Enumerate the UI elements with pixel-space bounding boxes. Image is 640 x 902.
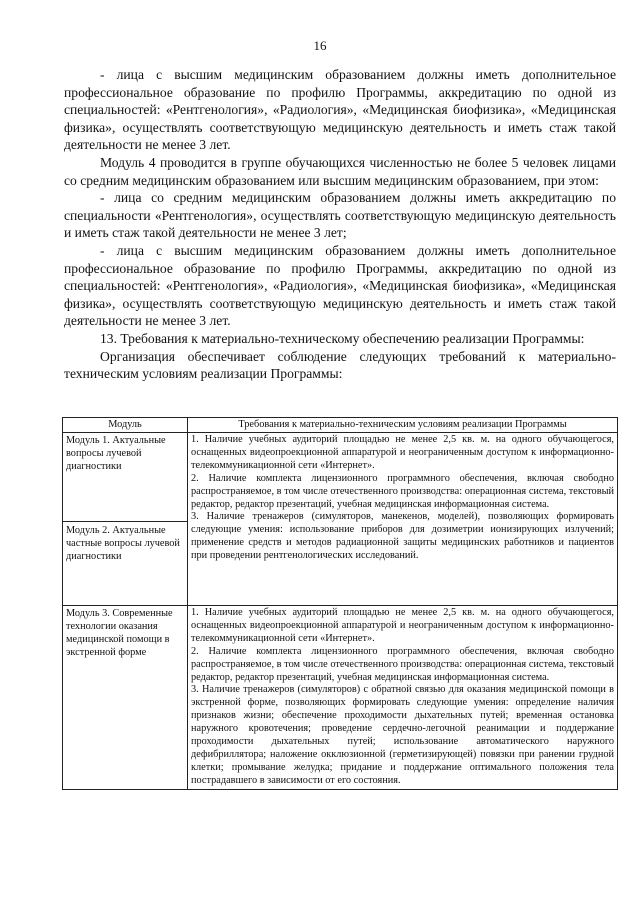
table-header-row <box>63 418 618 433</box>
table-row <box>63 606 618 790</box>
requirement-item: 1. Наличие учебных аудиторий площадью не менее 2,5 кв. м. на одного обучающегося, оснащенных видеопроекционной аппаратурой и неограниченным доступом к информационно-телекоммуникационной сети «Интернет». <box>191 434 614 471</box>
page-number: 16 <box>313 38 327 53</box>
module-divider <box>63 521 188 522</box>
requirements-cell-1-2 <box>188 433 618 606</box>
requirement-item: 3. Наличие тренажеров (симуляторов, манекенов, моделей), позволяющих формировать следующие умения: использование приборов для дозиметрии ионизирующих излучений; применение средств и методов радиационной защиты медицинских работников и пациентов при проведении рентгенологических исследований. <box>191 511 614 562</box>
requirements-table <box>62 417 618 790</box>
body-text <box>64 66 616 383</box>
module-3-name: Модуль 3. Современные технологии оказания медицинской помощи в экстренной форме <box>66 608 173 658</box>
header-module: Модуль <box>63 418 188 433</box>
requirement-item: 2. Наличие комплекта лицензионного программного обеспечения, включая свободно распространяемое, в том числе отечественного производства: операционная система, текстовый редактор, редактор презентаций, учебная медицинская информационная система. <box>191 472 614 510</box>
paragraph-secondary-education-requirements: - лица со средним медицинским образованием должны иметь аккредитацию по специальности «Рентгенология», осуществлять соответствующую медицинскую деятельность и иметь стаж такой деятельности не менее 3 лет; <box>64 190 616 241</box>
requirement-item: 1. Наличие учебных аудиторий площадью не менее 2,5 кв. м. на одного обучающегося, оснащенных видеопроекционной аппаратурой и неограниченным доступом к информационно-телекоммуникационной сети «Интернет». <box>191 607 614 644</box>
requirement-item: 2. Наличие комплекта лицензионного программного обеспечения, включая свободно распространяемое, в том числе отечественного производства: операционная система, текстовый редактор, редактор презентаций, учебная медицинская информационная система. <box>191 645 614 683</box>
paragraph-higher-education-requirements-2: - лица с высшим медицинским образованием должны иметь дополнительное профессиональное образование по профилю Программы, аккредитацию по одной из специальностей: «Рентгенология», «Радиология», «Медицинская биофизика», «Медицинская физика», осуществлять соответствующую медицинскую деятельность и иметь стаж такой деятельности не менее 3 лет. <box>64 242 616 329</box>
module-cell-1-2 <box>63 433 188 606</box>
header-requirements: Требования к материально-техническим условиям реализации Программы <box>188 418 618 433</box>
requirements-cell-3 <box>188 606 618 790</box>
paragraph-higher-education-requirements: - лица с высшим медицинским образованием должны иметь дополнительное профессиональное образование по профилю Программы, аккредитацию по одной из специальностей: «Рентгенология», «Радиология», «Медицинская биофизика», «Медицинская физика», осуществлять соответствующую медицинскую деятельность и иметь стаж такой деятельности не менее 3 лет. <box>64 67 616 153</box>
section-heading-13: 13. Требования к материально-техническому обеспечению реализации Программы: <box>100 330 585 346</box>
module-2-name: Модуль 2. Актуальные частные вопросы лучевой диагностики <box>66 525 180 562</box>
requirement-item: 3. Наличие тренажеров (симуляторов) с обратной связью для оказания медицинской помощи в экстренной форме, позволяющих формировать следующие умения: определение наличия признаков жизни; обеспечение проходимости дыхательных путей; временная остановка наружного кровотечения; проведение сердечно-легочной реанимации и поддержание проходимости дыхательных путей; использование автоматического наружного дефибриллятора; наложение окклюзионной (герметизирующей) повязки при ранении грудной клетки; промывание желудка; придание и поддержание оптимального положения тела пострадавшего в зависимости от его состояния. <box>191 684 614 786</box>
paragraph-module-4-group: Модуль 4 проводится в группе обучающихся численностью не более 5 человек лицами со средним медицинским образованием или высшим медицинским образованием, при этом: <box>64 154 616 188</box>
paragraph-organization-requirements: Организация обеспечивает соблюдение следующих требований к материально-техническим условиям реализации Программы: <box>64 348 616 382</box>
module-cell-3 <box>63 606 188 790</box>
module-1-name: Модуль 1. Актуальные вопросы лучевой диагностики <box>66 435 166 472</box>
table-row <box>63 433 618 606</box>
